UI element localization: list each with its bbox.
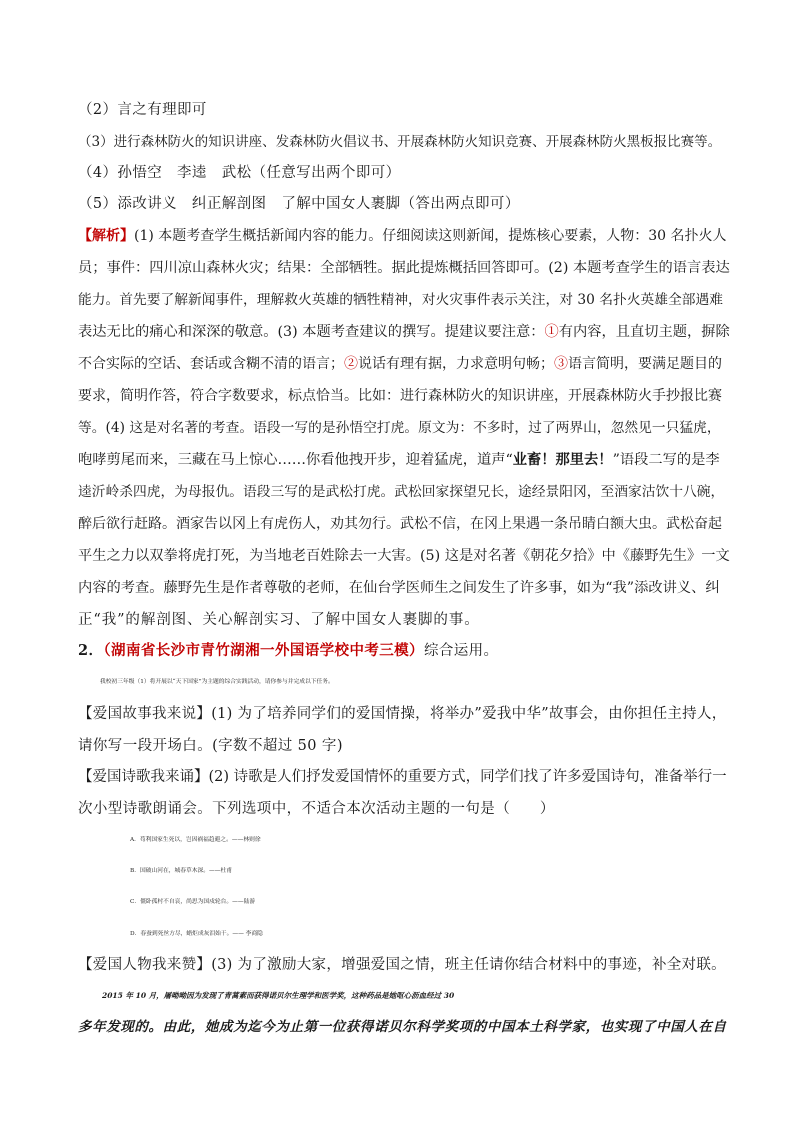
analysis-line-7: 等。(4) 这是对名著的考查。语段一写的是孙悟空打虎。原文为：不多时，过了两界山，忽然见一只猛虎， bbox=[78, 420, 721, 436]
analysis-line-4: 表达无比的痛心和深深的敬意。(3) 本题考查建议的撰写。提建议要注意：①有内容，且直切主题，摒除 bbox=[78, 324, 730, 340]
analysis-line-8: 咆哮剪尾而来，三藏在马上惊心……你看他拽开步，迎着猛虎，道声“业畜！那里去！”语段二写的是李 bbox=[78, 452, 720, 468]
task-2-line-1: 【爱国诗歌我来诵】(2) 诗歌是人们抒发爱国情怀的重要方式，同学们找了许多爱国诗句，准备举行一 bbox=[78, 769, 727, 785]
material-line-1: 2015 年 10 月，屠呦呦因为发现了青蒿素而获得诺贝尔生理学和医学奖，这种药品是她呕心沥血经过 30 bbox=[102, 991, 455, 1000]
analysis-line-10: 醉后欲行赶路。酒家告以冈上有虎伤人，劝其勿行。武松不信，在冈上果遇一条吊睛白额大虫。武松奋起 bbox=[78, 516, 722, 532]
question-source: （湖南省长沙市青竹湖湘一外国语学校中考三模） bbox=[103, 642, 424, 659]
analysis-line-9: 逵沂岭杀四虎，为母报仇。语段三写的是武松打虎。武松回家探望兄长，途经景阳冈，至酒家沽饮十八碗， bbox=[78, 484, 725, 500]
material-line-2: 多年发现的。由此，她成为迄今为止第一位获得诺贝尔科学奖项的中国本土科学家，也实现了中国人在自 bbox=[78, 1019, 727, 1035]
analysis-line-1: 【解析】(1) 本题考查学生概括新闻内容的能力。仔细阅读这则新闻，提炼核心要素，人物：30 名扑火人 bbox=[78, 228, 727, 244]
question-type: 综合运用。 bbox=[423, 643, 499, 659]
answer-2: （2）言之有理即可 bbox=[78, 102, 207, 118]
answer-5: （5）添改讲义 纠正解剖图 了解中国女人裹脚（答出两点即可） bbox=[78, 196, 520, 212]
task-3-label: 【爱国人物我来赞】 bbox=[78, 957, 212, 973]
question-intro: 我校初三年级（1）将开展以“天下国家”为主题的综合实践活动，请你参与并完成以下任务。 bbox=[100, 679, 334, 685]
task-2-label: 【爱国诗歌我来诵】 bbox=[78, 769, 209, 785]
task-1-line-2: 请你写一段开场白。(字数不超过 50 字) bbox=[78, 738, 343, 754]
question-number: 2． bbox=[78, 642, 104, 659]
task-3-line: 【爱国人物我来赞】(3) 为了激励大家，增强爱国之情，班主任请你结合材料中的事迹，补全对联。 bbox=[78, 957, 726, 973]
answer-4: （4）孙悟空 李逵 武松（任意写出两个即可） bbox=[78, 165, 401, 181]
option-d: D．春蚕到死丝方尽，蜡炬成灰泪始干。—— 李商隐 bbox=[130, 931, 263, 937]
analysis-line-2: 员；事件：四川凉山森林火灾；结果：全部牺牲。据此提炼概括回答即可。(2) 本题考查学生的语言表达 bbox=[78, 260, 730, 276]
circled-number: ② bbox=[344, 356, 358, 372]
answer-3: （3）进行森林防火的知识讲座、发森林防火倡议书、开展森林防火知识竞赛、开展森林防火黑板报比赛等。 bbox=[78, 134, 722, 150]
analysis-line-5: 不合实际的空话、套话或含糊不清的语言；②说话有理有据，力求意明句畅；③语言简明，要满足题目的 bbox=[78, 356, 722, 372]
quoted-exclamation: 业畜！那里去！ bbox=[512, 452, 613, 468]
option-b: B．国破山河在，城春草木深。——杜甫 bbox=[130, 868, 232, 874]
circled-number: ① bbox=[544, 324, 559, 340]
analysis-line-3: 能力。首先要了解新闻事件，理解救火英雄的牺牲精神，对火灾事件表示关注，对 30 名扑火英雄全部遇难 bbox=[78, 292, 723, 308]
circled-number: ③ bbox=[554, 356, 568, 372]
task-1-line-1: 【爱国故事我来说】(1) 为了培养同学们的爱国情操，将举办”爱我中华”故事会，由你担任主持人， bbox=[78, 706, 727, 722]
analysis-label: 【解析】 bbox=[78, 228, 134, 244]
task-1-label: 【爱国故事我来说】 bbox=[78, 706, 212, 722]
task-2-line-2: 次小型诗歌朗诵会。下列选项中，不适合本次活动主题的一句是（ ） bbox=[78, 801, 555, 817]
analysis-line-13: 正“我”的解剖图、关心解剖实习、了解中国女人裹脚的事。 bbox=[78, 612, 480, 628]
analysis-line-11: 平生之力以双拳将虎打死，为当地老百姓除去一大害。(5) 这是对名著《朝花夕拾》中《藤野先生》一文 bbox=[78, 548, 730, 564]
question-2-header bbox=[78, 641, 724, 661]
option-c: C．僵卧孤村不自哀，尚思为国戍轮台。——陆游 bbox=[130, 899, 256, 905]
analysis-line-12: 内容的考查。藤野先生是作者尊敬的老师，在仙台学医师生之间发生了许多事，如为“我”添改讲义、纠 bbox=[78, 580, 720, 596]
option-a: A．苟利国家生死以，岂因祸福趋避之。——林则徐 bbox=[130, 837, 261, 843]
analysis-line-6: 要求，简明作答，符合字数要求，标点恰当。比如：进行森林防火的知识讲座，开展森林防火手抄报比赛 bbox=[78, 388, 722, 404]
